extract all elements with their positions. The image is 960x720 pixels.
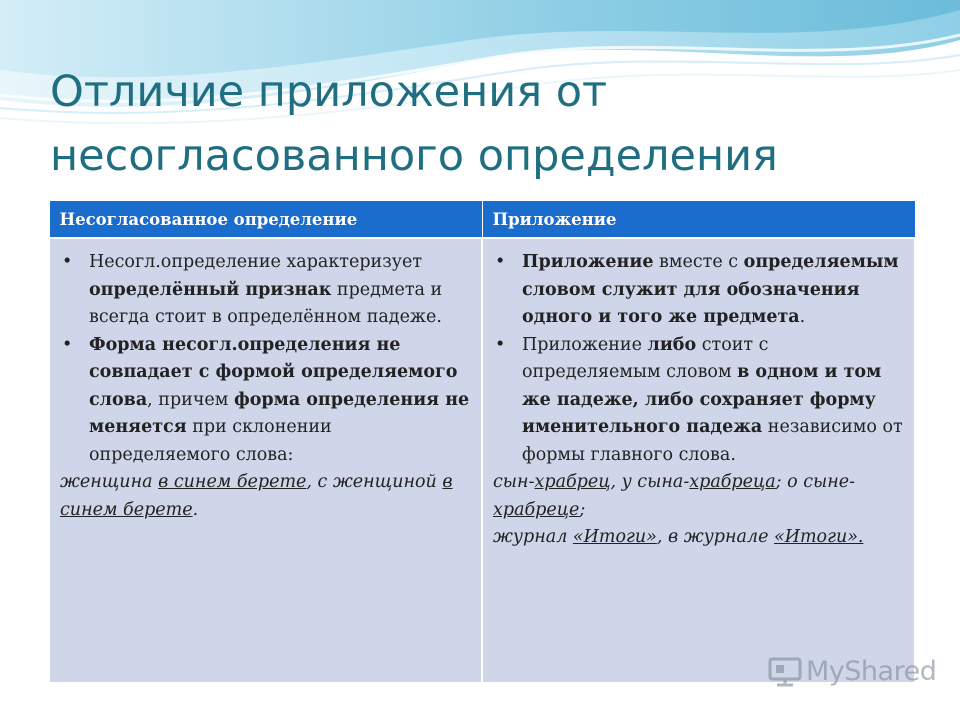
- table-header-row: [49, 201, 915, 239]
- list-item: • Приложение вместе с определяемым словом служит для обозначения одного и того же предмета.: [522, 249, 904, 332]
- example-text: женщина в синем берете, с женщиной в синем берете.: [60, 472, 453, 520]
- list-item: • Несогл.определение характеризует определённый признак предмета и всегда стоит в определённом падеже.: [89, 249, 471, 332]
- watermark: [768, 655, 937, 691]
- presentation-board-icon: [768, 657, 802, 687]
- table-row: [49, 238, 915, 683]
- list-item: • Форма несогл.определения не совпадает с формой определяемого слова, причем форма определения не меняется при склонении определяемого слова:: [89, 332, 471, 470]
- example-text: сын-храбрец, у сына-храбреца; о сыне-храбреце;: [493, 472, 856, 520]
- cell-nonagreed: [49, 238, 482, 683]
- header-cell-nonagreed: Несогласованное определение: [49, 201, 482, 239]
- comparison-table: [48, 200, 916, 684]
- header-cell-apposition: Приложение: [482, 201, 915, 239]
- watermark-text: MyShared: [806, 656, 937, 687]
- list-item: • Приложение либо стоит с определяемым словом в одном и том же падеже, либо сохраняет форму именительного падежа независимо от формы главного слова.: [522, 332, 904, 470]
- bullet-list: [60, 249, 471, 469]
- example-text: журнал «Итоги», в журнале «Итоги».: [493, 527, 864, 547]
- page-title: Отличие приложения от несогласованного определения: [50, 67, 778, 181]
- cell-apposition: [482, 238, 915, 683]
- bullet-list: [493, 249, 904, 469]
